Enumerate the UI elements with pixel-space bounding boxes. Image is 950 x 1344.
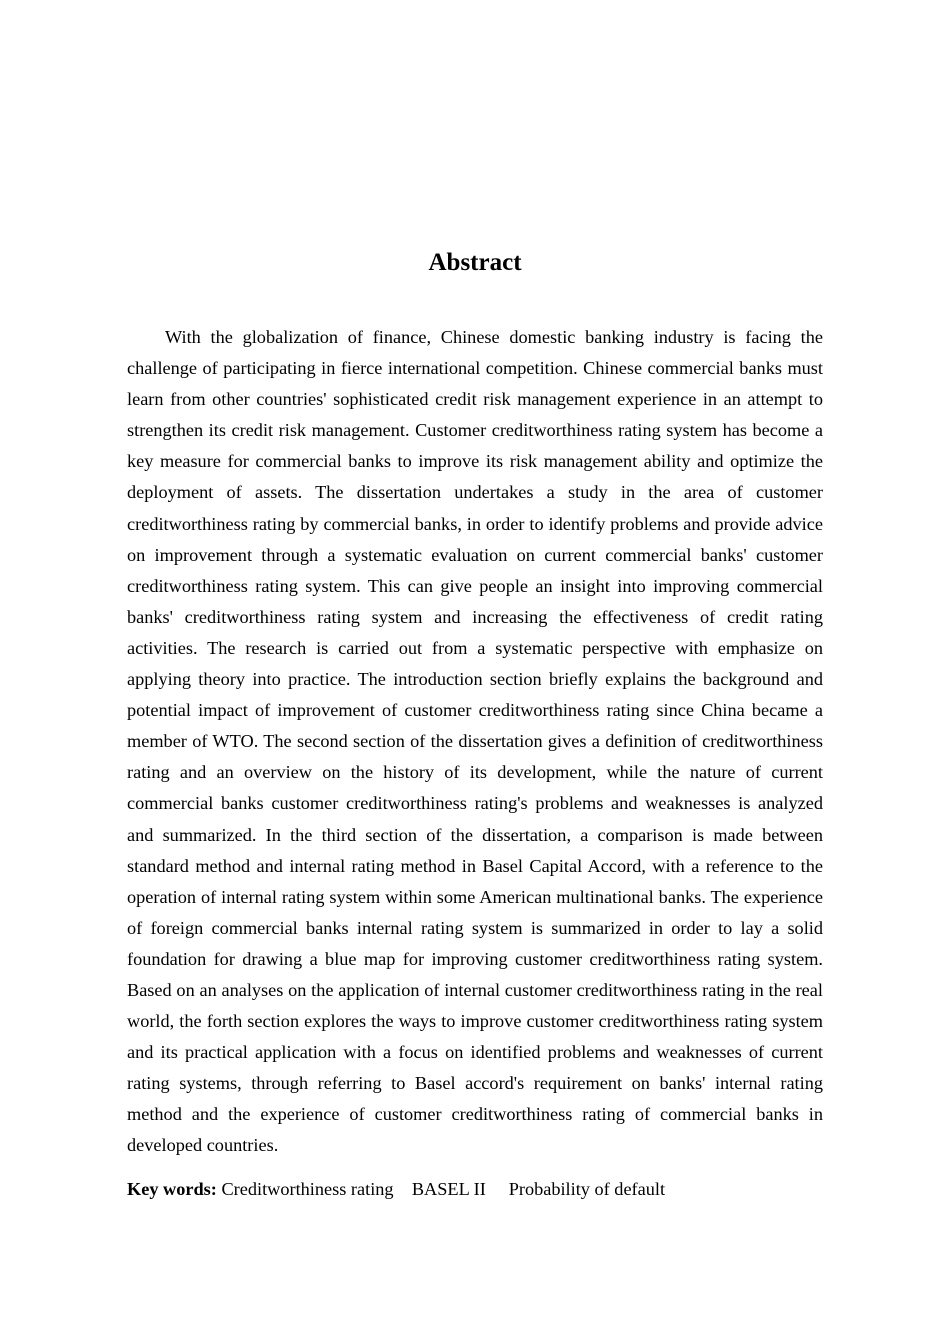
keyword-item: Creditworthiness rating bbox=[221, 1179, 394, 1199]
abstract-body: With the globalization of finance, Chinese domestic banking industry is facing the challenge of participating in fierce international competition. Chinese commercial banks must learn from other countries' sophisticated credit risk management experience in an attempt to strengthen its credit risk management. Customer creditworthiness rating system has become a key measure for commercial banks to improve its risk management ability and optimize the deployment of assets. The dissertation undertakes a study in the area of customer creditworthiness rating by commercial banks, in order to identify problems and provide advice on improvement through a systematic evaluation on current commercial banks' customer creditworthiness rating system. This can give people an insight into improving commercial banks' creditworthiness rating system and increasing the effectiveness of credit rating activities. The research is carried out from a systematic perspective with emphasize on applying theory into practice. The introduction section briefly explains the background and potential impact of improvement of customer creditworthiness rating since China became a member of WTO. The second section of the dissertation gives a definition of creditworthiness rating and an overview on the history of its development, while the nature of current commercial banks customer creditworthiness rating's problems and weaknesses is analyzed and summarized. In the third section of the dissertation, a comparison is made between standard method and internal rating method in Basel Capital Accord, with a reference to the operation of internal rating system within some American multinational banks. The experience of foreign commercial banks internal rating system is summarized in order to lay a solid foundation for drawing a blue map for improving customer creditworthiness rating system. Based on an analyses on the application of internal customer creditworthiness rating in the real world, the forth section explores the ways to improve customer creditworthiness rating system and its practical application with a focus on identified problems and weaknesses of current rating systems, through referring to Basel accord's requirement on banks' internal rating method and the experience of customer creditworthiness rating of commercial banks in developed countries. bbox=[127, 327, 823, 1156]
keyword-item: Probability of default bbox=[508, 1179, 666, 1199]
keywords-line bbox=[127, 1174, 823, 1205]
page-title: Abstract bbox=[428, 249, 522, 276]
keywords-label: Key words: bbox=[127, 1179, 217, 1199]
keyword-item: BASEL II bbox=[411, 1179, 486, 1199]
